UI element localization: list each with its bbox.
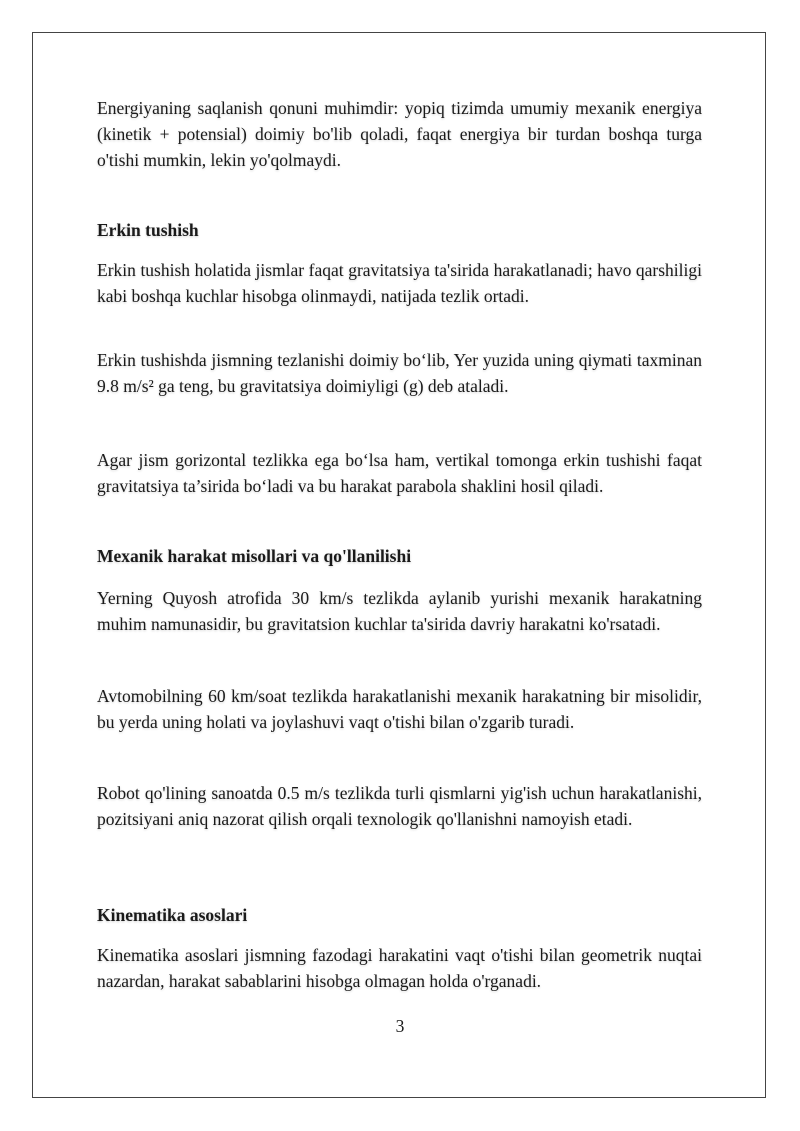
paragraph-free-fall-3: Agar jism gorizontal tezlikka ega bo‘lsa ham, vertikal tomonga erkin tushishi faqat gravitatsiya ta’sirida bo‘ladi va bu harakat parabola shaklini hosil qiladi.	[97, 450, 702, 496]
page-number: 3	[395, 1016, 405, 1036]
heading-kinematics-basics: Kinematika asoslari	[97, 905, 248, 925]
paragraph-free-fall-2: Erkin tushishda jismning tezlanishi doimiy bo‘lib, Yer yuzida uning qiymati taxminan 9.8 m/s² ga teng, bu gravitatsiya doimiyligi (g) deb ataladi.	[97, 350, 702, 396]
paragraph-kinematics-1: Kinematika asoslari jismning fazodagi harakatini vaqt o'tishi bilan geometrik nuqtai nazardan, harakat sabablarini hisobga olmagan holda o'rganadi.	[97, 945, 702, 991]
paragraph-examples-3: Robot qo'lining sanoatda 0.5 m/s tezlikda turli qismlarni yig'ish uchun harakatlanishi, pozitsiyani aniq nazorat qilish orqali texnologik qo'llanishni namoyish etadi.	[97, 783, 702, 829]
heading-mechanical-motion-examples: Mexanik harakat misollari va qo'llanilishi	[97, 546, 412, 566]
paragraph-energy-conservation: Energiyaning saqlanish qonuni muhimdir: yopiq tizimda umumiy mexanik energiya (kinetik + potensial) doimiy bo'lib qoladi, faqat energiya bir turdan boshqa turga o'tishi mumkin, lekin yo'qolmaydi.	[97, 98, 702, 170]
paragraph-examples-2: Avtomobilning 60 km/soat tezlikda harakatlanishi mexanik harakatning bir misolidir, bu yerda uning holati va joylashuvi vaqt o'tishi bilan o'zgarib turadi.	[97, 686, 702, 732]
paragraph-examples-1: Yerning Quyosh atrofida 30 km/s tezlikda aylanib yurishi mexanik harakatning muhim namunasidir, bu gravitatsion kuchlar ta'sirida davriy harakatni ko'rsatadi.	[97, 588, 702, 634]
heading-free-fall: Erkin tushish	[97, 220, 199, 240]
paragraph-free-fall-1: Erkin tushish holatida jismlar faqat gravitatsiya ta'sirida harakatlanadi; havo qarshiligi kabi boshqa kuchlar hisobga olinmaydi, natijada tezlik ortadi.	[97, 260, 702, 306]
